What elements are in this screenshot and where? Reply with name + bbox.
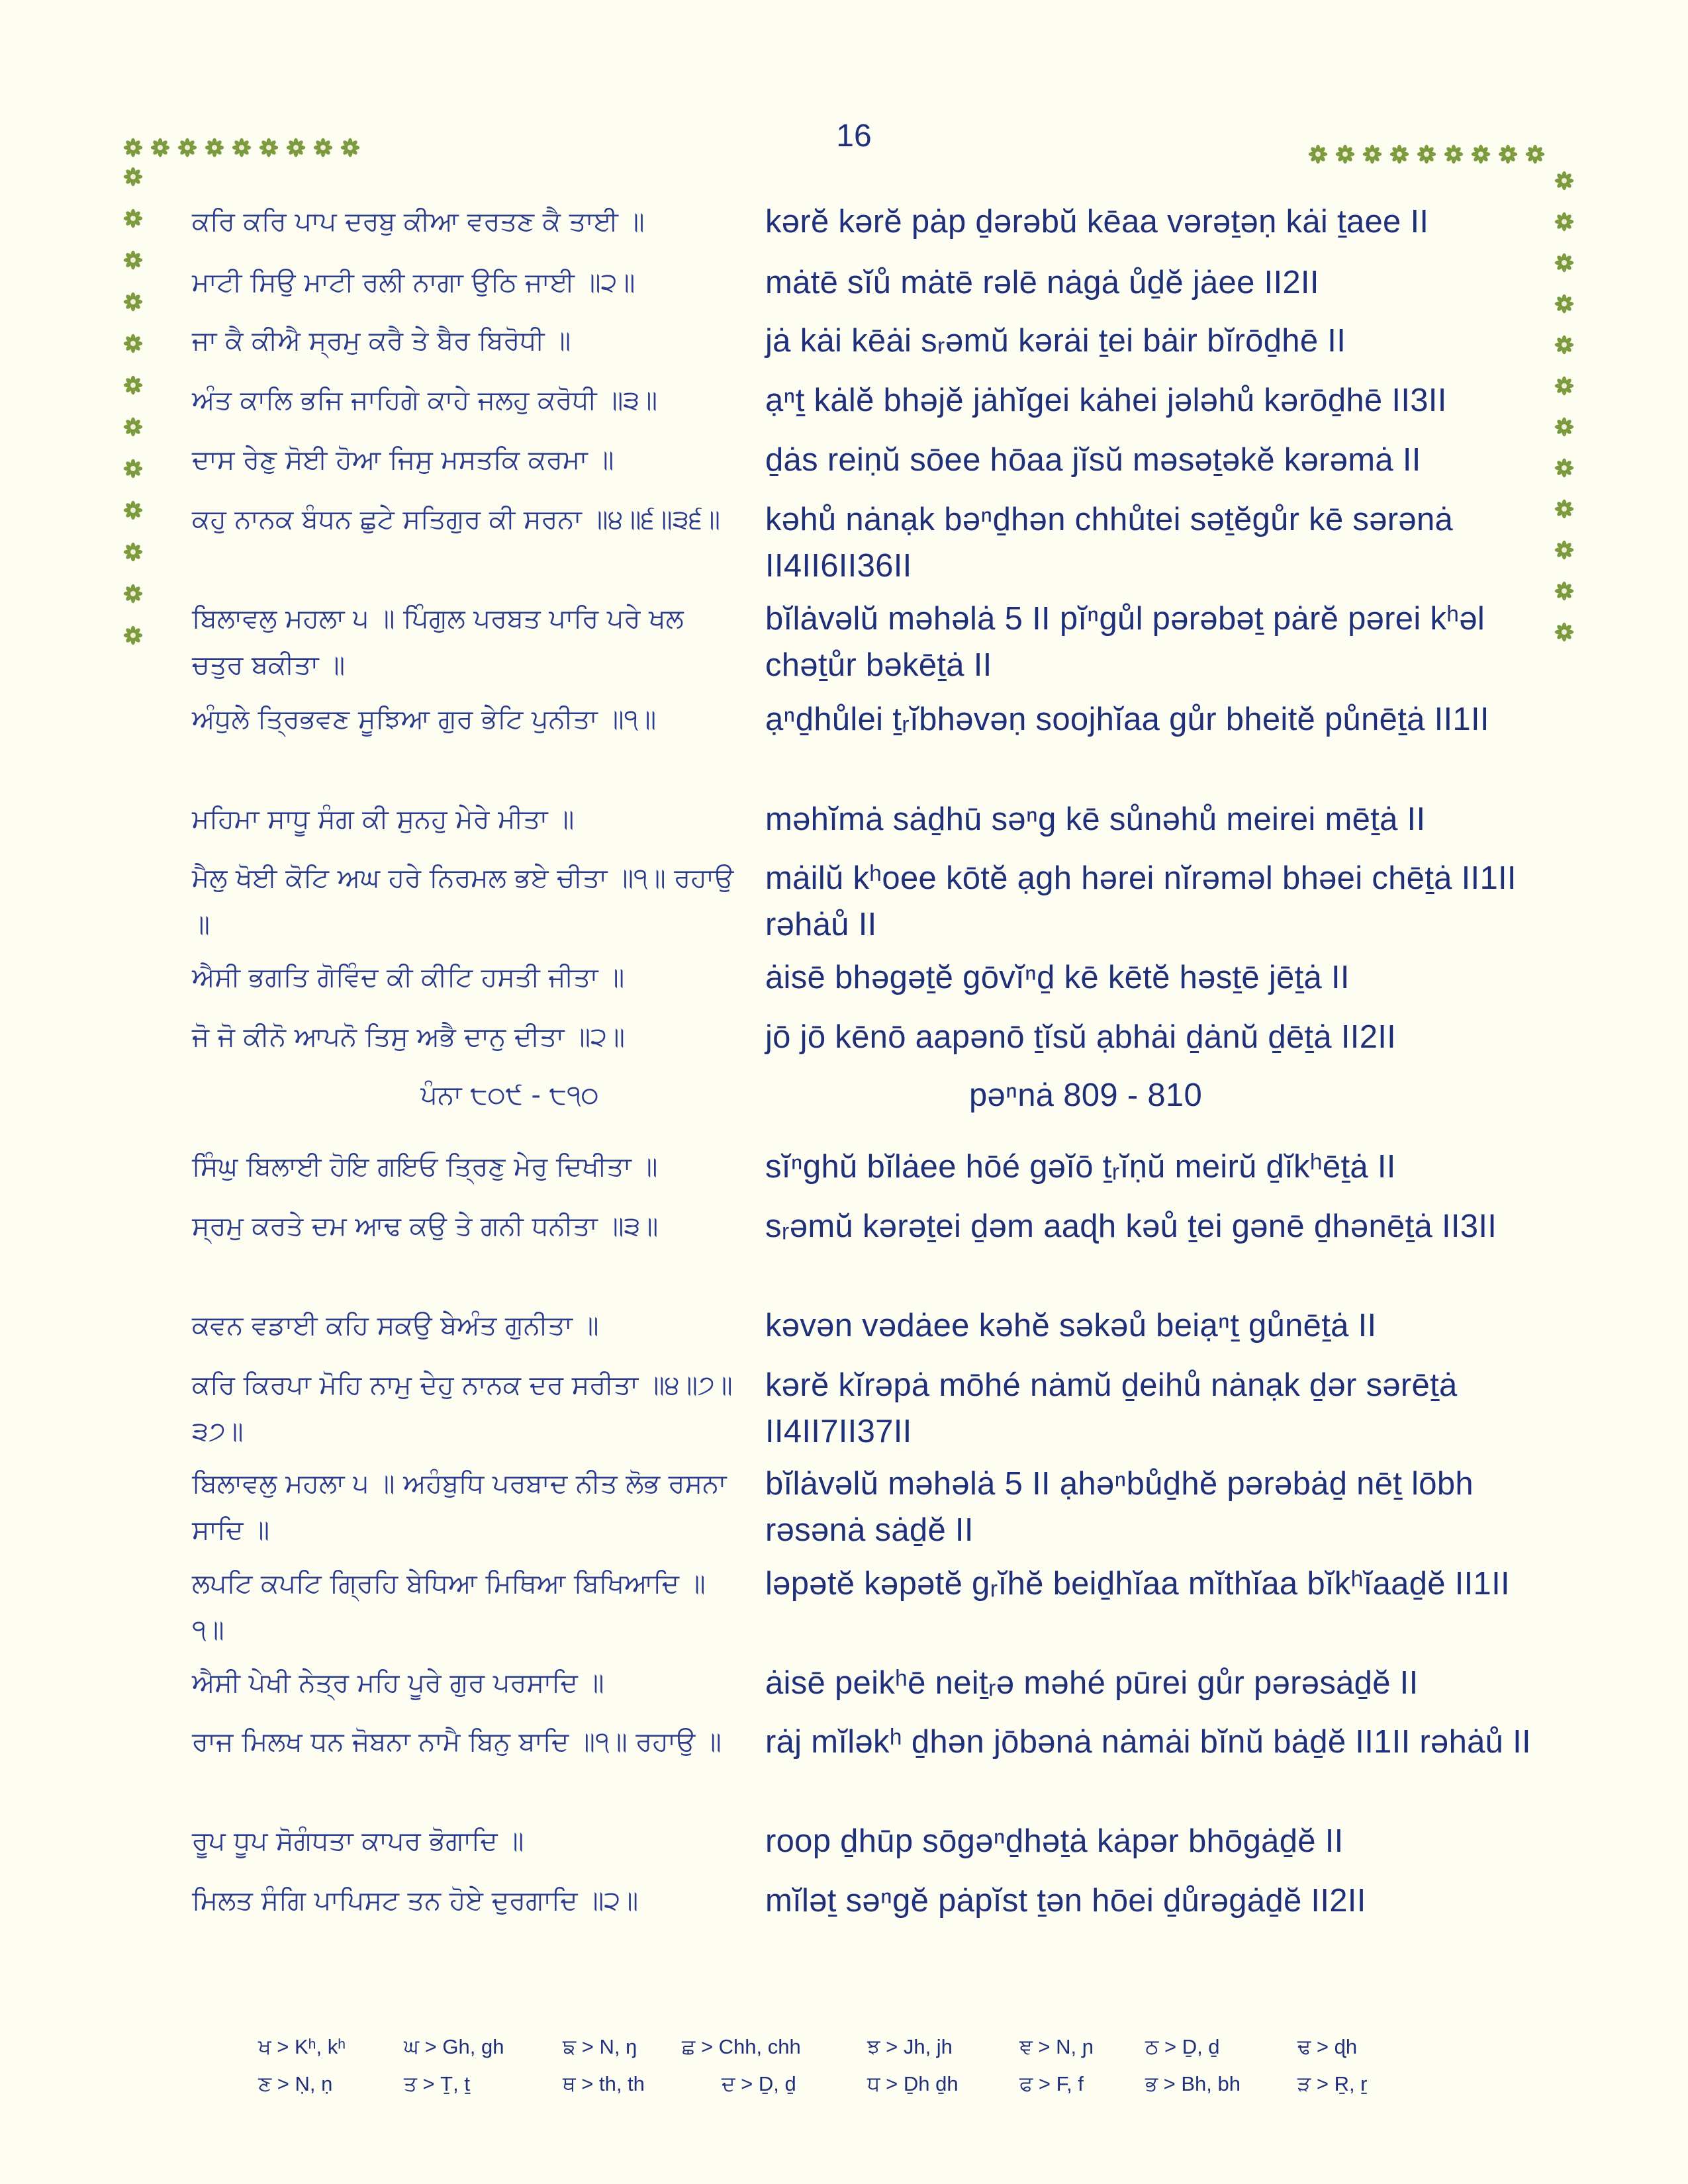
flower-ornament-icon xyxy=(1554,376,1574,396)
page-number: 16 xyxy=(836,118,872,154)
flower-ornament-icon xyxy=(123,375,143,395)
flower-ornament-icon xyxy=(123,208,143,228)
gurmukhi-text: ਸ੍ਰਮੁ ਕਰਤੇ ਦਮ ਆਢ ਕਉ ਤੇ ਗਨੀ ਧਨੀਤਾ ॥੩॥ xyxy=(192,1211,659,1242)
legend-row xyxy=(258,2035,1450,2072)
legend-item: ਧ > Ḏh ḏh xyxy=(867,2072,959,2095)
flower-ornament-icon xyxy=(123,250,143,270)
gurmukhi-text: ਬਿਲਾਵਲੁ ਮਹਲਾ ੫ ॥ ਪਿੰਗੁਲ ਪਰਬਤ ਪਾਰਿ ਪਰੇ ਖਲ ਚਤੁਰ ਬਕੀਤਾ ॥ xyxy=(192,604,684,680)
flower-ornament-icon xyxy=(1554,171,1574,191)
transliteration-text: bĭlȧvəlŭ məhəlȧ 5 II ạhəⁿbůḏhĕ pərəbȧḏ nēṯ lōbh rəsənȧ sȧḏĕ II xyxy=(765,1466,1474,1548)
gurmukhi-text: ਕਵਨ ਵਡਾਈ ਕਹਿ ਸਕਉ ਬੇਅੰਤ ਗੁਨੀਤਾ ॥ xyxy=(192,1310,599,1341)
transliteration-text: rȧj mĭləkʰ ḏhən jōbənȧ nȧmȧi bĭnŭ bȧḏĕ II1II rəhȧů II xyxy=(765,1724,1531,1760)
transliteration-text: jȧ kȧi kēȧi sᵣəmŭ kərȧi ṯei bȧir bĭrōḏhē II xyxy=(765,323,1346,359)
transliteration-legend xyxy=(258,2035,1450,2109)
flower-ornament-icon xyxy=(123,625,143,645)
flower-ornament-icon xyxy=(177,138,197,158)
transliteration-text: mȧilŭ kʰoee kōtĕ ạgh hərei nĭrəməl bhəei chēṯȧ II1II rəhȧů II xyxy=(765,860,1517,942)
gurmukhi-text: ਮੈਲੁ ਖੋਈ ਕੋਟਿ ਅਘ ਹਰੇ ਨਿਰਮਲ ਭਏ ਚੀਤਾ ॥੧॥ ਰਹਾਉ ॥ xyxy=(192,863,734,940)
flower-ornament-icon xyxy=(1554,499,1574,519)
transliteration-text: mȧtē sĭů mȧtē rəlē nȧgȧ ůḏĕ jȧee II2II xyxy=(765,265,1319,300)
gurmukhi-page-ref: ਪੰਨਾ ੮੦੯ - ੮੧੦ xyxy=(420,1080,599,1111)
gurmukhi-text: ਮਹਿਮਾ ਸਾਧੂ ਸੰਗ ਕੀ ਸੁਨਹੁ ਮੇਰੇ ਮੀਤਾ ॥ xyxy=(192,804,575,835)
flower-ornament-icon xyxy=(123,459,143,478)
transliteration-text: roop ḏhūp sōgəⁿḏhəṯȧ kȧpər bhōgȧḏĕ II xyxy=(765,1823,1344,1859)
legend-item: ਢ > ɖh xyxy=(1297,2035,1358,2058)
legend-item: ਫ > F, f xyxy=(1019,2072,1084,2095)
gurmukhi-text: ਕਹੁ ਨਾਨਕ ਬੰਧਨ ਛੁਟੇ ਸਤਿਗੁਰ ਕੀ ਸਰਨਾ ॥੪॥੬॥੩੬॥ xyxy=(192,504,721,535)
transliteration-text: kərĕ kĭrəpȧ mōhé nȧmŭ ḏeihů nȧnạk ḏər sərēṯȧ II4II7II37II xyxy=(765,1367,1458,1449)
flower-ornament-icon xyxy=(205,138,224,158)
legend-item: ਙ > N, ŋ xyxy=(563,2035,637,2058)
legend-item: ਥ > th, th xyxy=(563,2072,645,2095)
flower-ornament-icon xyxy=(1554,253,1574,273)
flower-ornament-icon xyxy=(123,584,143,604)
gurmukhi-text: ਲਪਟਿ ਕਪਟਿ ਗ੍ਰਿਹਿ ਬੇਧਿਆ ਮਿਥਿਆ ਬਿਖਿਆਦਿ ॥੧॥ xyxy=(192,1569,706,1645)
flower-ornament-icon xyxy=(1498,144,1518,164)
flower-ornament-icon xyxy=(1554,622,1574,642)
gurmukhi-text: ਸਿੰਘੁ ਬਿਲਾਈ ਹੋਇ ਗਇਓ ਤ੍ਰਿਣੁ ਮੇਰੁ ਦਿਖੀਤਾ ॥ xyxy=(192,1152,658,1182)
flower-ornament-icon xyxy=(313,138,333,158)
gurmukhi-text: ਐਸੀ ਪੇਖੀ ਨੇਤ੍ਰ ਮਹਿ ਪੂਰੇ ਗੁਰ ਪਰਸਾਦਿ ॥ xyxy=(192,1668,604,1698)
gurmukhi-text: ਕਰਿ ਕਰਿ ਪਾਪ ਦਰਬੁ ਕੀਆ ਵਰਤਣ ਕੈ ਤਾਈ ॥ xyxy=(192,206,645,237)
legend-item: ਞ > N, ɲ xyxy=(1019,2035,1094,2058)
legend-item: ਦ > Ḏ, ḏ xyxy=(722,2072,796,2095)
gurmukhi-text: ਅੰਧੁਲੇ ਤ੍ਰਿਭਵਣ ਸੂਝਿਆ ਗੁਰ ਭੇਟਿ ਪੁਨੀਤਾ ॥੧॥ xyxy=(192,704,657,735)
flower-ornament-icon xyxy=(1417,144,1436,164)
transliteration-text: sᵣəmŭ kərəṯei ḏəm aaɖh kəů ṯei gənē ḏhənēṯȧ II3II xyxy=(765,1208,1497,1244)
flower-ornament-icon xyxy=(232,138,252,158)
legend-item: ਘ > Gh, gh xyxy=(404,2035,504,2058)
legend-item: ੜ > Ṟ, ṟ xyxy=(1297,2072,1368,2095)
gurmukhi-text: ਮਿਲਤ ਸੰਗਿ ਪਾਪਿਸਟ ਤਨ ਹੋਏ ਦੁਰਗਾਦਿ ॥੨॥ xyxy=(192,1886,639,1916)
flower-ornament-icon xyxy=(1554,335,1574,355)
legend-item: ਤ > Ṯ, ṯ xyxy=(404,2072,470,2095)
flower-ornament-icon xyxy=(123,292,143,312)
gurmukhi-text: ਰੂਪ ਧੂਪ ਸੋਗੰਧਤਾ ਕਾਪਰ ਭੋਗਾਦਿ ॥ xyxy=(192,1826,524,1856)
flower-ornament-icon xyxy=(1471,144,1491,164)
flower-ornament-icon xyxy=(123,542,143,562)
legend-item: ਣ > Ṇ, ṇ xyxy=(258,2072,333,2095)
flower-ornament-icon xyxy=(1444,144,1464,164)
transliteration-text: mĭləṯ səⁿgĕ pȧpĭst ṯən hōei ḏůrəgȧḏĕ II2II xyxy=(765,1883,1366,1919)
gurmukhi-text: ਬਿਲਾਵਲੁ ਮਹਲਾ ੫ ॥ ਅਹੰਬੁਧਿ ਪਰਬਾਦ ਨੀਤ ਲੋਭ ਰਸਨਾ ਸਾਦਿ ॥ xyxy=(192,1469,727,1545)
flower-ornament-icon xyxy=(1554,458,1574,478)
flower-ornament-icon xyxy=(150,138,170,158)
transliteration-text: bĭlȧvəlŭ məhəlȧ 5 II pĭⁿgůl pərəbəṯ pȧrĕ pərei kʰəl chəṯůr bəkēṯȧ II xyxy=(765,601,1485,683)
gurmukhi-text: ਕਰਿ ਕਿਰਪਾ ਮੋਹਿ ਨਾਮੁ ਦੇਹੁ ਨਾਨਕ ਦਰ ਸਰੀਤਾ ॥੪॥੭॥੩੭॥ xyxy=(192,1370,733,1447)
legend-item: ਝ > Jh, jh xyxy=(867,2035,953,2058)
legend-item: ਠ > Ḏ, ḏ xyxy=(1145,2035,1220,2058)
flower-ornament-icon xyxy=(1554,581,1574,601)
transliteration-text: məhĭmȧ sȧḏhū səⁿg kē sůnəhů meirei mēṯȧ II xyxy=(765,801,1426,837)
legend-row xyxy=(258,2072,1450,2109)
legend-item: ਭ > Bh, bh xyxy=(1145,2072,1241,2095)
transliteration-text: ləpətĕ kəpətĕ gᵣĭhĕ beiḏhĭaa mĭthĭaa bĭkʰĭaaḏĕ II1II xyxy=(765,1566,1510,1602)
transliteration-text: ạⁿḏhůlei ṯᵣĭbhəvəṇ soojhĭaa gůr bheitĕ půnēṯȧ II1II xyxy=(765,702,1489,737)
gurmukhi-text: ਜੋ ਜੋ ਕੀਨੋ ਆਪਨੋ ਤਿਸੁ ਅਭੈ ਦਾਨੁ ਦੀਤਾ ॥੨॥ xyxy=(192,1022,625,1052)
transliteration-text: ạⁿṯ kȧlĕ bhəjĕ jȧhĭgei kȧhei jələhů kərōḏhē II3II xyxy=(765,383,1447,418)
gurmukhi-text: ਮਾਟੀ ਸਿਉ ਮਾਟੀ ਰਲੀ ਨਾਗਾ ਉਠਿ ਜਾਈ ॥੨॥ xyxy=(192,267,635,298)
transliteration-text: ḏȧs reiṇŭ sōee hōaa jĭsŭ məsəṯəkĕ kərəmȧ II xyxy=(765,442,1421,478)
transliteration-text: kərĕ kərĕ pȧp ḏərəbŭ kēaa vərəṯəṇ kȧi ṯaee II xyxy=(765,204,1429,240)
transliteration-text: sĭⁿghŭ bĭlȧee hōé gəĭō ṯᵣĭṇŭ meirŭ ḏĭkʰēṯȧ II xyxy=(765,1149,1396,1185)
transliteration-text: ȧisē peikʰē neiṯᵣə məhé pūrei gůr pərəsȧḏĕ II xyxy=(765,1665,1419,1701)
legend-item: ਖ > Kʰ, kʰ xyxy=(258,2035,346,2058)
flower-ornament-icon xyxy=(1308,144,1328,164)
flower-ornament-icon xyxy=(123,500,143,520)
flower-ornament-icon xyxy=(123,138,143,158)
flower-ornament-icon xyxy=(1362,144,1382,164)
flower-ornament-icon xyxy=(1525,144,1545,164)
gurmukhi-text: ਦਾਸ ਰੇਣੁ ਸੋਈ ਹੋਆ ਜਿਸੁ ਮਸਤਕਿ ਕਰਮਾ ॥ xyxy=(192,445,614,475)
flower-ornament-icon xyxy=(123,417,143,437)
flower-ornament-icon xyxy=(1335,144,1355,164)
gurmukhi-text: ਜਾ ਕੈ ਕੀਐ ਸ੍ਰਮੁ ਕਰੈ ਤੇ ਬੈਰ ਬਿਰੋਧੀ ॥ xyxy=(192,326,571,356)
flower-ornament-icon xyxy=(123,334,143,353)
translit-page-ref: pəⁿnȧ 809 - 810 xyxy=(968,1077,1203,1113)
flower-ornament-icon xyxy=(1389,144,1409,164)
gurmukhi-text: ਰਾਜ ਮਿਲਖ ਧਨ ਜੋਬਨਾ ਨਾਮੈ ਬਿਨੁ ਬਾਦਿ ॥੧॥ ਰਹਾਉ ॥ xyxy=(192,1727,722,1757)
flower-ornament-icon xyxy=(1554,417,1574,437)
transliteration-text: kəhů nȧnạk bəⁿḏhən chhůtei səṯĕgůr kē sərənȧ II4II6II36II xyxy=(765,502,1454,584)
flower-ornament-icon xyxy=(286,138,306,158)
transliteration-text: jō jō kēnō aapənō ṯĭsŭ ạbhȧi ḏȧnŭ ḏēṯȧ II2II xyxy=(765,1019,1397,1055)
gurmukhi-text: ਅੰਤ ਕਾਲਿ ਭਜਿ ਜਾਹਿਗੇ ਕਾਹੇ ਜਲਹੁ ਕਰੋਧੀ ॥੩॥ xyxy=(192,385,658,416)
flower-ornament-icon xyxy=(259,138,279,158)
transliteration-text: ȧisē bhəgəṯĕ gōvĭⁿḏ kē kētĕ həsṯē jēṯȧ II xyxy=(765,960,1350,995)
flower-ornament-icon xyxy=(1554,212,1574,232)
gurmukhi-text: ਐਸੀ ਭਗਤਿ ਗੋਵਿੰਦ ਕੀ ਕੀਟਿ ਹਸਤੀ ਜੀਤਾ ॥ xyxy=(192,962,625,993)
flower-ornament-icon xyxy=(1554,540,1574,560)
flower-ornament-icon xyxy=(1554,294,1574,314)
legend-item: ਛ > Chh, chh xyxy=(682,2035,801,2058)
flower-ornament-icon xyxy=(340,138,360,158)
flower-ornament-icon xyxy=(123,167,143,187)
transliteration-text: kəvən vədȧee kəhĕ səkəů beiạⁿṯ gůnēṯȧ II xyxy=(765,1308,1377,1343)
